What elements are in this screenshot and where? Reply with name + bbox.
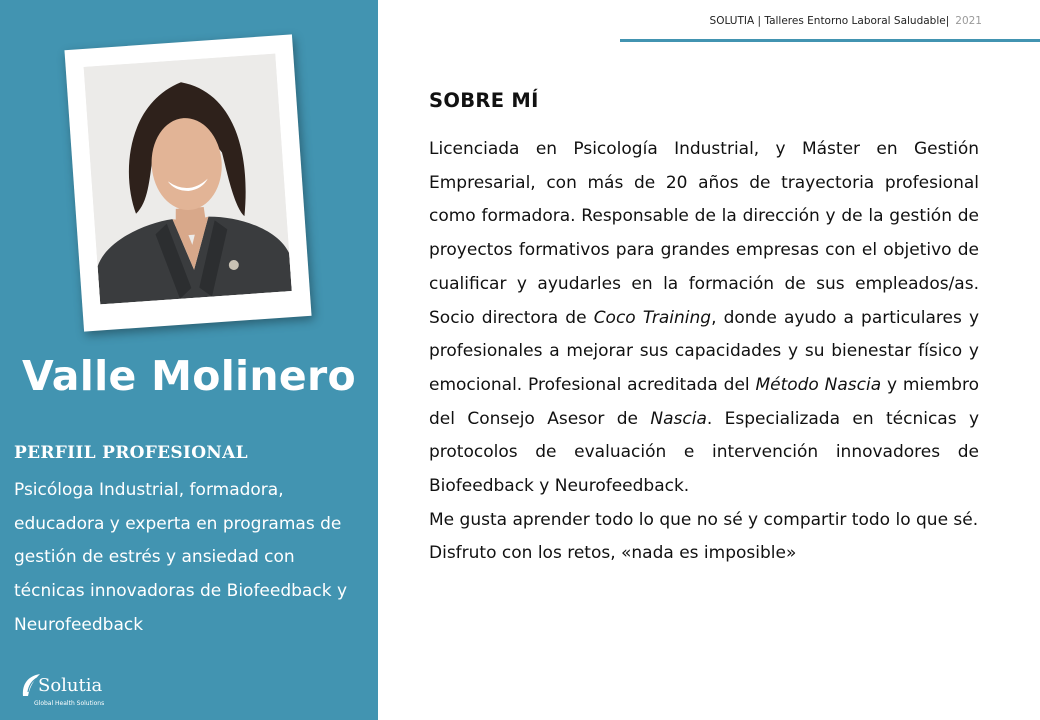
about-line-challenges: Disfruto con los retos, «nada es imposible» <box>429 543 797 564</box>
about-body <box>429 133 979 571</box>
about-text-1: Licenciada en Psicología Industrial, y Máster en Gestión Empresarial, con más de 20 años de trayectoria profesional como formadora. Responsable de la dirección y de la gestión de proyectos formativos para grandes empresas con el objetivo de cualificar y ayudarles en la formación de sus empleados/as. Socio directora de <box>429 139 979 328</box>
about-emphasis-coco-training: Coco Training <box>593 307 712 328</box>
about-line-learning: Me gusta aprender todo lo que no sé y compartir todo lo que sé. <box>429 509 979 530</box>
profile-photo <box>84 54 292 305</box>
logo-wordmark: Solutia <box>38 675 103 696</box>
person-name: Valle Molinero <box>21 352 356 400</box>
about-emphasis-nascia: Nascia <box>650 408 707 429</box>
header-divider <box>620 39 1040 42</box>
profile-sidebar <box>0 0 378 720</box>
profile-description: Psicóloga Industrial, formadora, educadora y experta en programas de gestión de estrés y ansiedad con técnicas innovadoras de Biofeedback y Neurofeedback <box>14 480 348 635</box>
portrait-illustration <box>84 54 292 305</box>
about-text-2: , donde ayudo a particulares y profesionales a mejorar sus capacidades y su bienestar físico y emocional. Profesional acreditada del <box>429 307 980 395</box>
photo-frame <box>64 34 311 331</box>
about-text-4: . Especializada en técnicas y protocolos de evaluación e intervención innovadores de Biofeedback y Neurofeedback. <box>429 408 979 497</box>
about-emphasis-metodo-nascia: Método Nascia <box>755 374 882 395</box>
header-title: SOLUTIA | Talleres Entorno Laboral Saludable| <box>709 15 950 27</box>
logo-tagline: Global Health Solutions <box>34 700 105 707</box>
header-year: 2021 <box>955 15 982 27</box>
profile-heading: PERFIIL PROFESIONAL <box>14 443 248 463</box>
about-text-3: y miembro del Consejo Asesor de <box>429 374 979 429</box>
about-heading: SOBRE MÍ <box>429 89 539 112</box>
about-paragraph <box>429 133 979 504</box>
page-header <box>710 15 982 27</box>
